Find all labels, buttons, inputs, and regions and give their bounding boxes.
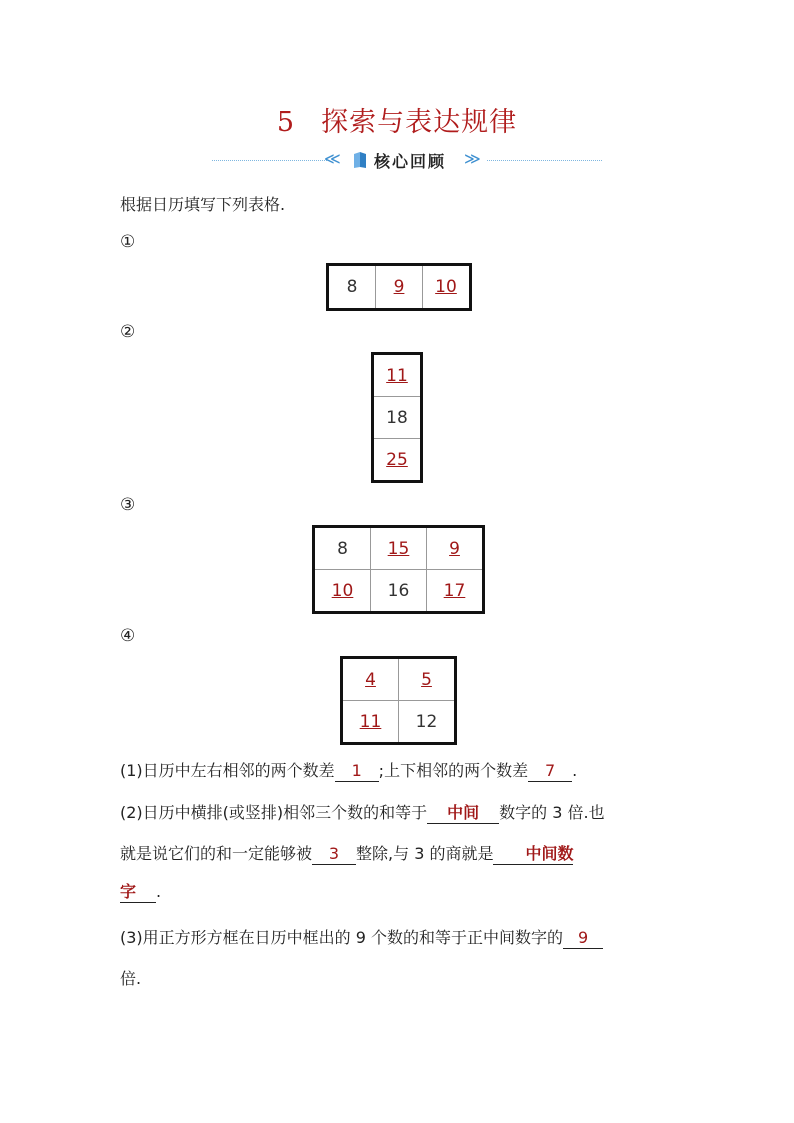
q2-text-c: 就是说它们的和一定能够被 [120,844,313,863]
banner-right-line [487,160,602,161]
cell: 8 [328,265,376,310]
marker-1: ① [120,232,136,252]
calendar-table-3 [312,525,485,614]
banner-left-line [212,160,327,161]
q2-answer-3a: 中间数 [493,844,573,865]
cell-answer: 11 [342,701,399,744]
cell-answer: 10 [423,265,471,310]
cell: 12 [399,701,456,744]
question-2-line-2 [120,841,573,865]
title-text: 探索与表达规律 [321,107,518,138]
cell-answer: 17 [427,570,484,613]
section-banner [212,148,602,172]
q2-answer-3b: 字 [120,882,156,903]
question-3-line-1 [120,925,603,949]
q2-answer-2: 3 [312,844,356,865]
title-number: 5 [276,107,296,138]
cell-answer: 25 [373,439,422,482]
question-1 [120,758,577,782]
cell-answer: 10 [314,570,371,613]
calendar-table-4 [340,656,457,745]
page-title [0,100,794,139]
question-3-line-2 [120,966,141,989]
calendar-table-1 [326,263,472,311]
cell-answer: 11 [373,354,422,397]
cell-answer: 5 [399,658,456,701]
q1-text-a: (1)日历中左右相邻的两个数差 [120,761,335,780]
cell: 8 [314,527,371,570]
q1-text-c: . [572,761,578,780]
marker-2: ② [120,322,136,342]
cell-answer: 9 [376,265,423,310]
banner-label: 核心回顾 [374,152,447,171]
q3-answer: 9 [563,928,603,949]
q3-text-b: 倍. [120,969,142,988]
q2-text-e: . [156,882,162,901]
q1-answer-1: 1 [335,761,379,782]
double-chevron-left-icon: ≪ [324,149,341,168]
question-2-line-1 [120,800,605,824]
question-2-line-3 [120,882,161,903]
marker-3: ③ [120,495,136,515]
cell-answer: 4 [342,658,399,701]
q2-text-b: 数字的 3 倍.也 [499,803,605,822]
cell: 18 [373,397,422,439]
cell-answer: 15 [371,527,427,570]
q2-text-a: (2)日历中横排(或竖排)相邻三个数的和等于 [120,803,428,822]
q2-text-d: 整除,与 3 的商就是 [356,844,494,863]
cell-answer: 9 [427,527,484,570]
q1-answer-2: 7 [528,761,572,782]
q2-answer-1: 中间 [427,803,499,824]
intro-text: 根据日历填写下列表格. [120,195,286,214]
cell: 16 [371,570,427,613]
calendar-table-2 [371,352,423,483]
marker-4: ④ [120,626,136,646]
double-chevron-right-icon: ≫ [464,149,481,168]
q3-text-a: (3)用正方形方框在日历中框出的 9 个数的和等于正中间数字的 [120,928,564,947]
q1-text-b: ;上下相邻的两个数差 [378,761,529,780]
book-icon [352,151,368,169]
